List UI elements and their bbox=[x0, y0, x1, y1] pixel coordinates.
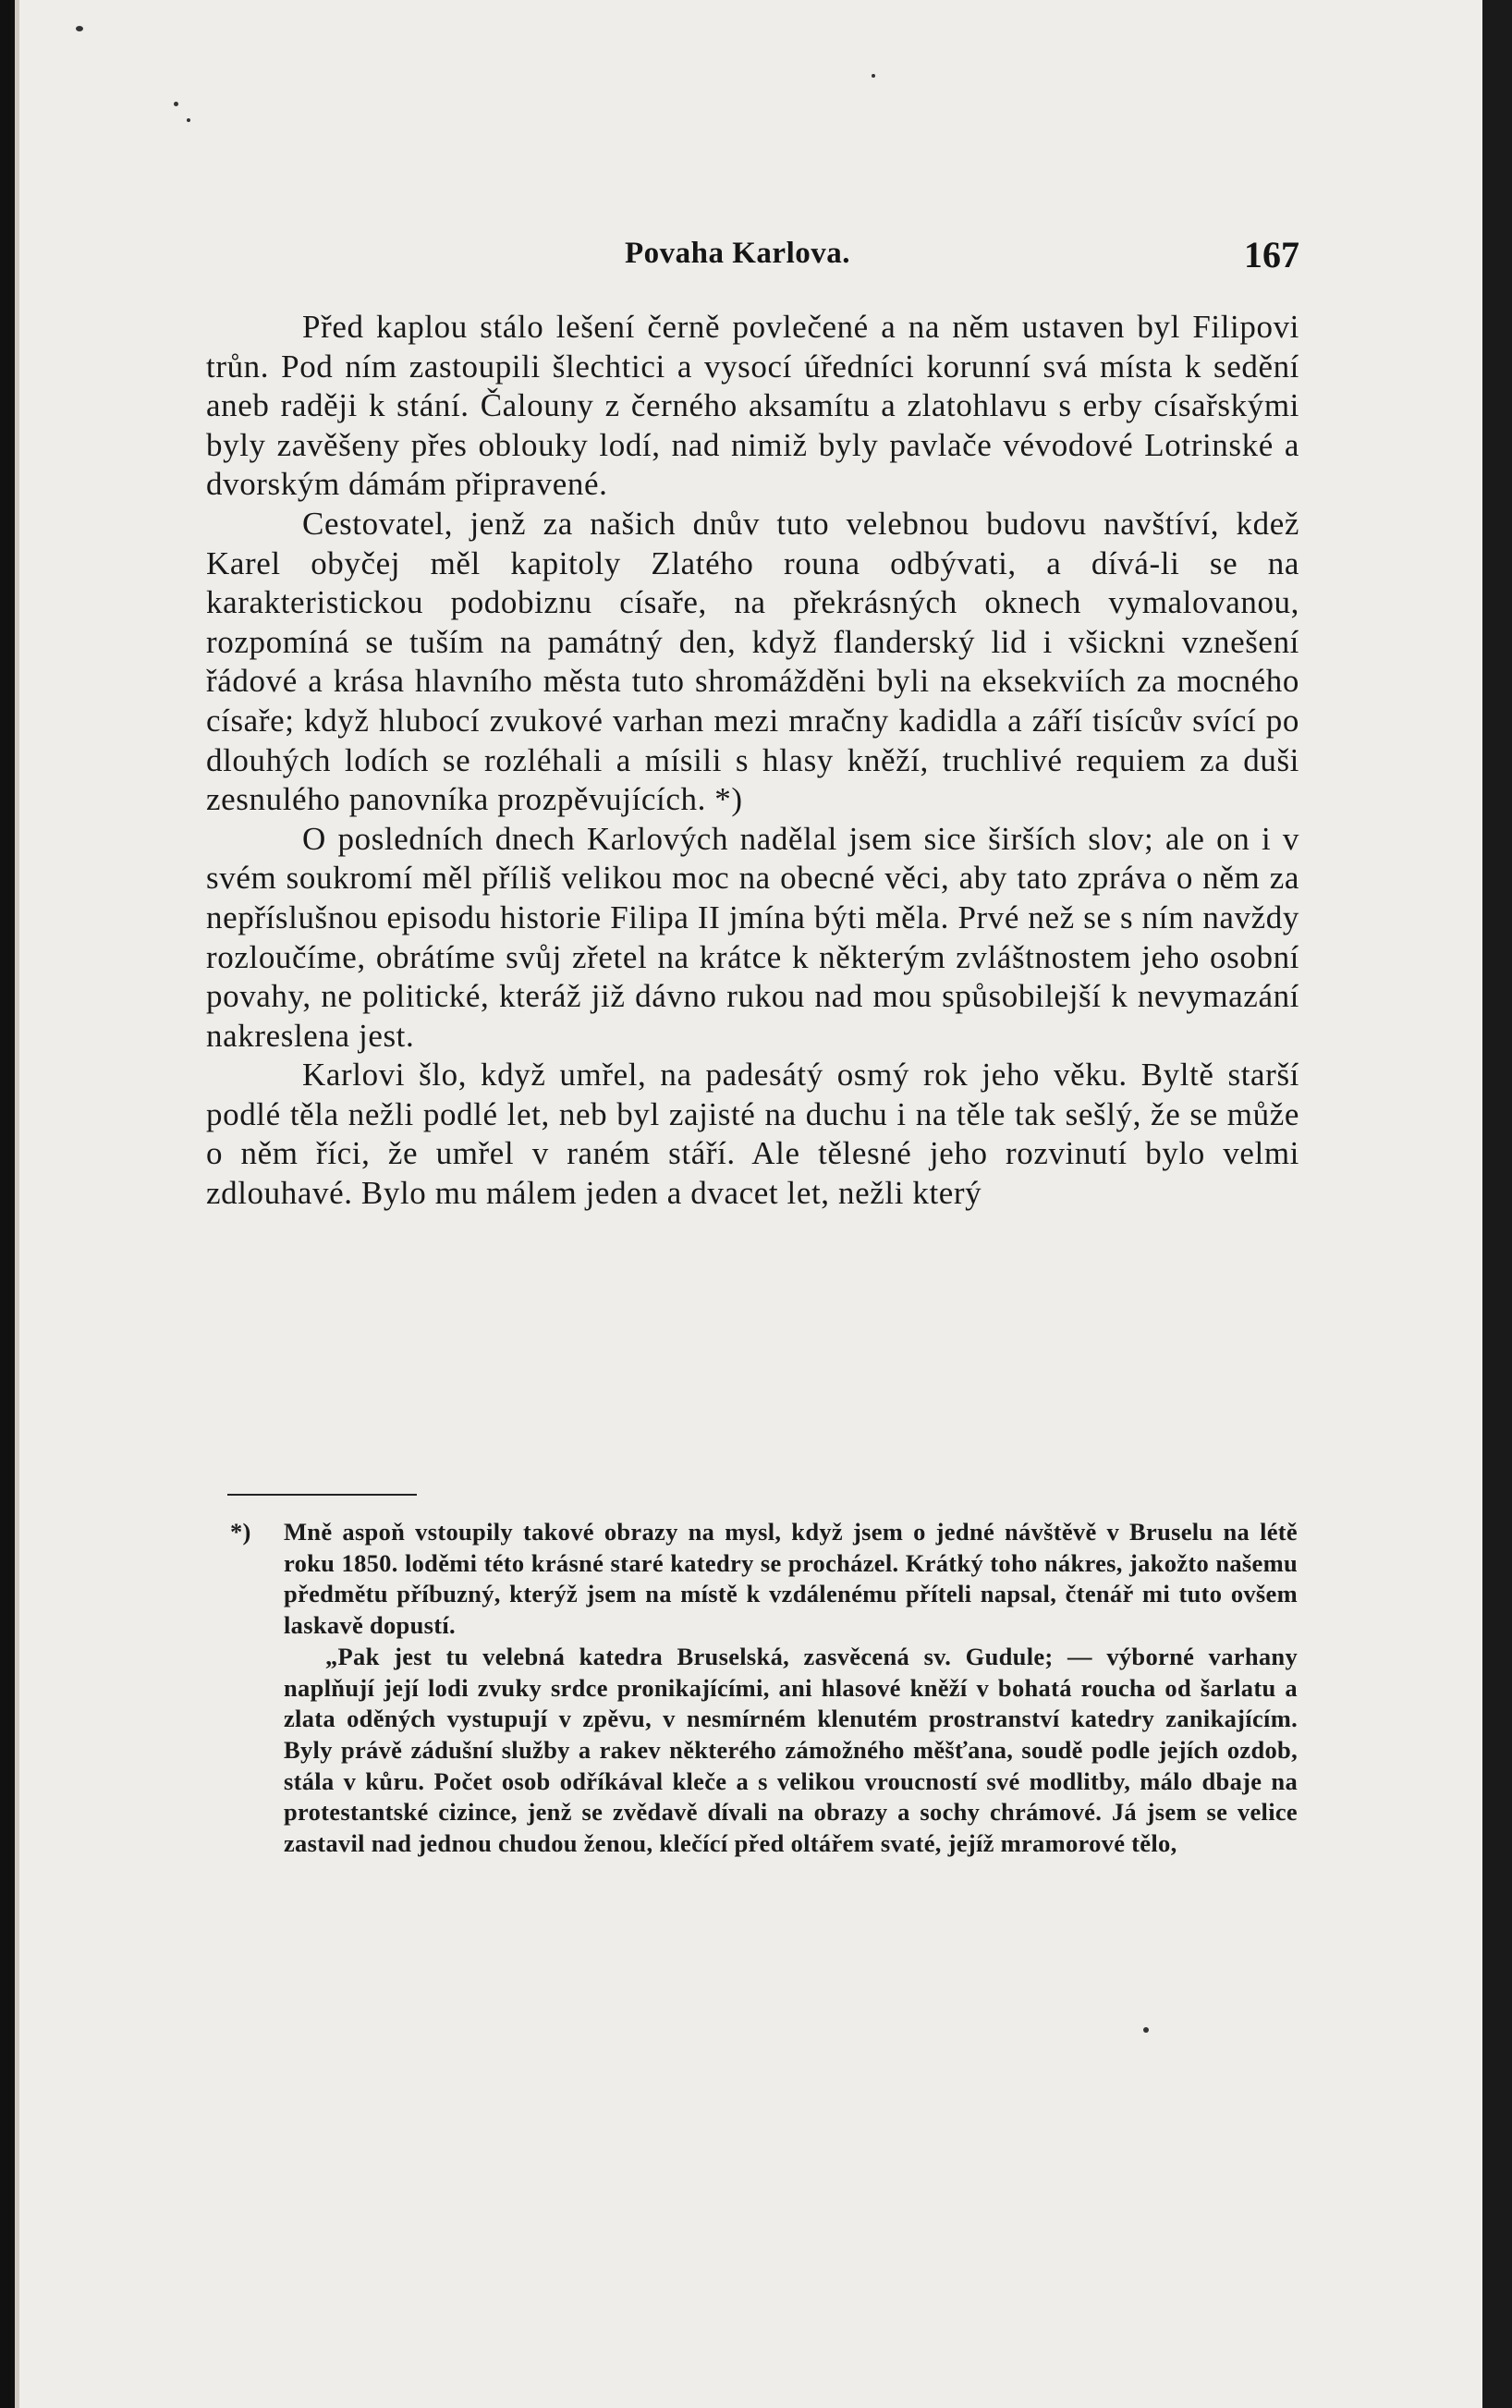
scan-speck bbox=[872, 74, 875, 78]
scan-border bbox=[0, 0, 15, 2408]
body-paragraph: Před kaplou stálo lešení černě povlečené a na něm ustaven byl Filipovi trůn. Pod ním zastoupili šlechtici a vysocí úředníci korunní svá místa k sedění aneb raději k stání. Čalouny z černého aksamítu a zlatohlavu s erby císařskými byly zavěšeny přes oblouky lodí, nad nimiž byly pavlače vévodové Lotrinské a dvorským dámám připravené. bbox=[206, 309, 1299, 503]
body-paragraph: Karlovi šlo, když umřel, na padesátý osmý rok jeho věku. Byltě starší podlé těla nežli podlé let, neb byl zajisté na duchu i na těle tak sešlý, že se může o něm říci, že umřel v raném stáří. Ale tělesné jeho rozvinutí bylo velmi zdlouhavé. Bylo mu málem jeden a dvacet let, nežli který bbox=[206, 1057, 1299, 1212]
footnote bbox=[230, 1517, 1298, 1860]
page-header bbox=[625, 233, 1299, 275]
page-number: 167 bbox=[1244, 234, 1299, 275]
footnote-rule bbox=[227, 1494, 417, 1496]
footnote-paragraph: Mně aspoň vstoupily takové obrazy na mysl, když jsem o jedné návštěvě v Bruselu na létě roku 1850. loděmi této krásné staré katedry se procházel. Krátký toho nákres, jakožto našemu předmětu příbuzný, kterýž jsem na místě k vzdálenému příteli napsal, čtenář mi tuto ovšem laskavě dopustí. bbox=[284, 1518, 1298, 1640]
main-text bbox=[206, 308, 1299, 1214]
scan-speck bbox=[174, 102, 178, 106]
scan-speck bbox=[76, 26, 83, 31]
scan-speck bbox=[187, 118, 190, 122]
body-paragraph: Cestovatel, jenž za našich dnův tuto velebnou budovu navštíví, kdež Karel obyčej měl kapitoly Zlatého rouna odbývati, a dívá-li se na karakteristickou podobiznu císaře, na překrásných oknech vymalovanou, rozpomíná se tuším na památný den, když flanderský lid i všickni vznešení řádové a krása hlavního města tuto shromážděni byli na eksekviích za mocného císaře; když hlubocí zvukové varhan mezi mračny kadidla a září tisícův svící po dlouhých lodích se rozléhali a mísili s hlasy kněží, truchlivé requiem za duši zesnulého panovníka prozpěvujících. *) bbox=[206, 505, 1299, 818]
body-paragraph: O posledních dnech Karlových nadělal jsem sice širších slov; ale on i v svém soukromí měl příliš velikou moc na obecné věci, aby tato zpráva o něm za nepříslušnou episodu historie Filipa II jmína býti měla. Prvé než se s ním navždy rozloučíme, obrátíme svůj zřetel na krátce k některým zvláštnostem jeho osobní povahy, ne politické, kteráž již dávno rukou nad mou spůsobilejší k nevymazání nakreslena jest. bbox=[206, 820, 1299, 1054]
footnote-marker: *) bbox=[230, 1518, 251, 1546]
footnote-paragraph: „Pak jest tu velebná katedra Bruselská, zasvěcená sv. Gudule; — výborné varhany naplňují její lodi zvuky srdce pronikajícími, ani hlasové kněží v bohatá roucha od šarlatu a zlata oděných vystupují v zpěvu, v nesmírném klenutém prostranství katedry zanikajícím. Byly právě zádušní služby a rakev některého zámožného měšťana, soudě podle jejích ozdob, stála v kůru. Počet osob odříkával kleče a s velikou vroucností své modlitby, málo dbaje na protestantské cizince, jenž se zvědavě dívali na obrazy a sochy chrámové. Já jsem se velice zastavil nad jednou chudou ženou, klečící před oltářem svaté, jejíž mramorové tělo, bbox=[284, 1642, 1298, 1858]
page-edge-shadow bbox=[15, 0, 19, 2408]
book-page bbox=[15, 0, 1482, 2408]
running-head: Povaha Karlova. bbox=[625, 237, 850, 270]
scan-speck bbox=[1143, 2027, 1149, 2033]
